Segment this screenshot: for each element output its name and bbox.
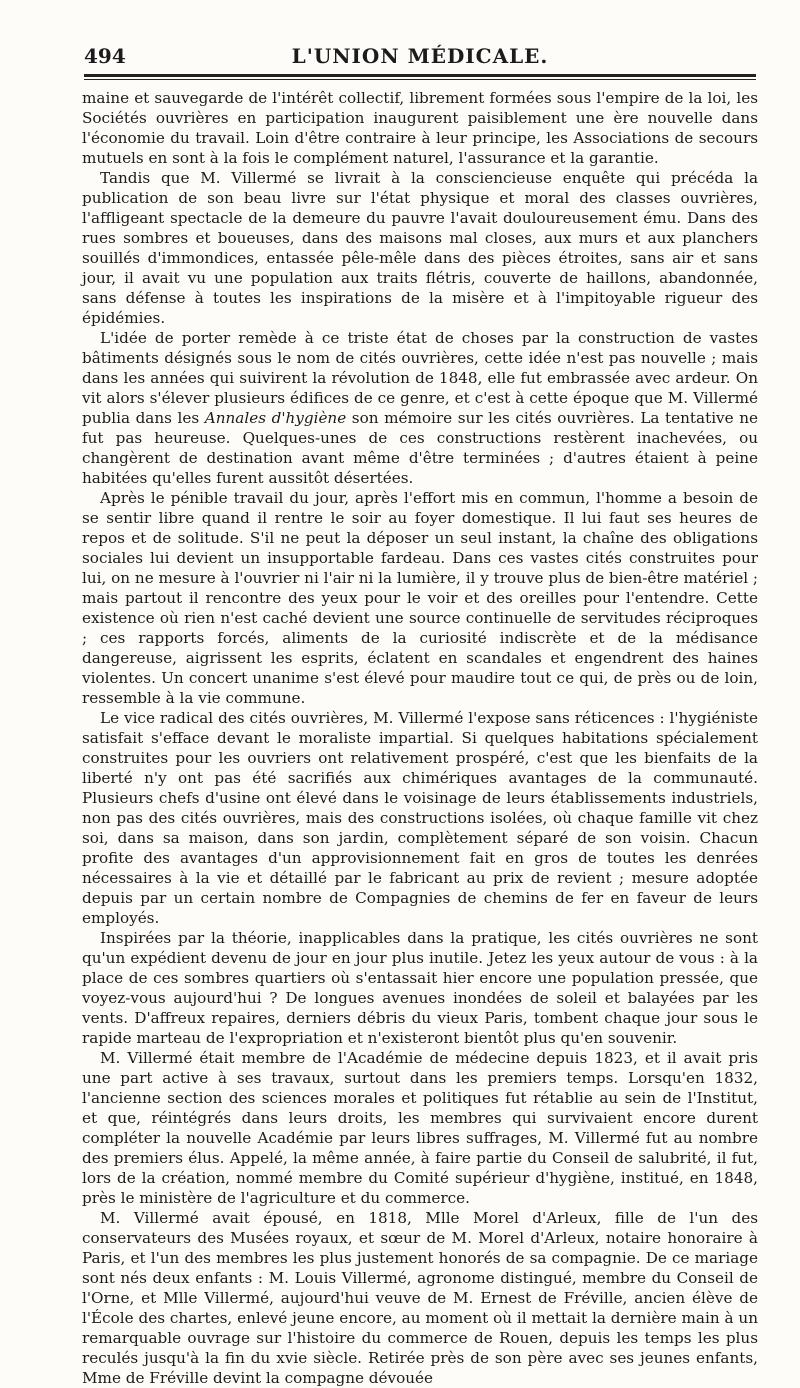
article-body: [82, 88, 758, 1388]
paragraph: maine et sauvegarde de l'intérêt collectif, librement formées sous l'empire de la loi, les Sociétés ouvrières en participation inaugurent paisiblement une ère nouvelle dans l'économie du travail. Loin d'être contraire à leur principe, les Associations de secours mutuels en sont à la fois le complément naturel, l'assurance et la garantie.: [82, 89, 758, 167]
paragraph: [82, 328, 758, 488]
header-rule: [84, 74, 756, 77]
paragraph: M. Villermé avait épousé, en 1818, Mlle Morel d'Arleux, fille de l'un des conservateurs des Musées royaux, et sœur de M. Morel d'Arleux, notaire honoraire à Paris, et l'un des membres les plus justement honorés de sa compagnie. De ce mariage sont nés deux enfants : M. Louis Villermé, agronome distingué, membre du Conseil de l'Orne, et Mlle Villermé, aujourd'hui veuve de M. Ernest de Fréville, ancien élève de l'École des chartes, enlevé jeune encore, au moment où il mettait la dernière main à un remarquable ouvrage sur l'histoire du commerce de Rouen, depuis les temps les plus reculés jusqu'à la fin du xvie siècle. Retirée près de son père avec ses jeunes enfants, Mme de Fréville devint la compagne dévouée: [82, 1209, 758, 1387]
running-header: [84, 40, 756, 74]
page-number: 494: [84, 44, 126, 68]
paragraph: Tandis que M. Villermé se livrait à la consciencieuse enquête qui précéda la publication de son beau livre sur l'état physique et moral des classes ouvrières, l'affligeant spectacle de la demeure du pauvre l'avait douloureusement ému. Dans des rues sombres et boueuses, dans des maisons mal closes, aux murs et aux planchers souillés d'immondices, entassée pêle-mêle dans des pièces étroites, sans air et sans jour, il avait vu une population aux traits flétris, couverte de haillons, abandonnée, sans défense à toutes les inspirations de la misère et à l'impitoyable rigueur des épidémies.: [82, 169, 758, 327]
paragraph: Inspirées par la théorie, inapplicables dans la pratique, les cités ouvrières ne sont qu'un expédient devenu de jour en jour plus inutile. Jetez les yeux autour de vous : à la place de ces sombres quartiers où s'entassait hier encore une population pressée, que voyez-vous aujourd'hui ? De longues avenues inondées de soleil et balayées par les vents. D'affreux repaires, derniers débris du vieux Paris, tombent chaque jour sous le rapide marteau de l'expropriation et n'existeront bientôt plus qu'en souvenir.: [82, 929, 758, 1047]
paragraph: Après le pénible travail du jour, après l'effort mis en commun, l'homme a besoin de se sentir libre quand il rentre le soir au foyer domestique. Il lui faut ses heures de repos et de solitude. S'il ne peut la déposer un seul instant, la chaîne des obligations sociales lui devient un insupportable fardeau. Dans ces vastes cités construites pour lui, on ne mesure à l'ouvrier ni l'air ni la lumière, il y trouve plus de bien-être matériel ; mais partout il rencontre des yeux pour le voir et des oreilles pour l'entendre. Cette existence où rien n'est caché devient une source continuelle de servitudes réciproques ; ces rapports forcés, aliments de la curiosité indiscrète et de la médisance dangereuse, aigrissent les esprits, éclatent en scandales et engendrent des haines violentes. Un concert unanime s'est élevé pour maudire tout ce qui, de près ou de loin, ressemble à la vie commune.: [82, 489, 758, 707]
paragraph-text: L'idée de porter remède à ce triste état de choses par la construction de vastes bâtiments désignés sous le nom de cités ouvrières, cette idée n'est pas nouvelle ; mais dans les années qui suivirent la révolution de 1848, elle fut embrassée avec ardeur. On vit alors s'élever plusieurs édifices de ce genre, et c'est à cette époque que M. Villermé publia dans les: [82, 329, 758, 427]
paragraph-text: son mémoire sur les cités ouvrières. La tentative ne fut pas heureuse. Quelques-unes de ces constructions restèrent inachevées, ou changèrent de destination avant même d'être terminées ; d'autres étaient à peine habitées qu'elles furent aussitôt désertées.: [82, 409, 758, 487]
header-rule-thin: [84, 79, 756, 80]
paragraph: M. Villermé était membre de l'Académie de médecine depuis 1823, et il avait pris une part active à ses travaux, surtout dans les premiers temps. Lorsqu'en 1832, l'ancienne section des sciences morales et politiques fut rétablie au sein de l'Institut, et que, réintégrés dans leurs droits, les membres qui survivaient encore durent compléter la nouvelle Académie par leurs libres suffrages, M. Villermé fut au nombre des premiers élus. Appelé, la même année, à faire partie du Conseil de salubrité, il fut, lors de la création, nommé membre du Comité supérieur d'hygiène, institué, en 1848, près le ministère de l'agriculture et du commerce.: [82, 1049, 758, 1207]
paragraph: Le vice radical des cités ouvrières, M. Villermé l'expose sans réticences : l'hygiéniste satisfait s'efface devant le moraliste impartial. Si quelques habitations spécialement construites pour les ouvriers ont relativement prospéré, c'est que les bienfaits de la liberté n'y ont pas été sacrifiés aux chimériques avantages de la communauté. Plusieurs chefs d'usine ont élevé dans le voisinage de leurs établissements industriels, non pas des cités ouvrières, mais des constructions isolées, où chaque famille vit chez soi, dans sa maison, dans son jardin, complètement séparé de son voisin. Chacun profite des avantages d'un approvisionnement fait en gros de toutes les denrées nécessaires à la vie et détaillé par le fabricant au prix de revient ; mesure adoptée depuis par un certain nombre de Compagnies de chemins de fer en faveur de leurs employés.: [82, 709, 758, 927]
journal-name-italic: Annales d'hygiène: [204, 409, 347, 427]
journal-title: L'UNION MÉDICALE.: [291, 44, 549, 68]
